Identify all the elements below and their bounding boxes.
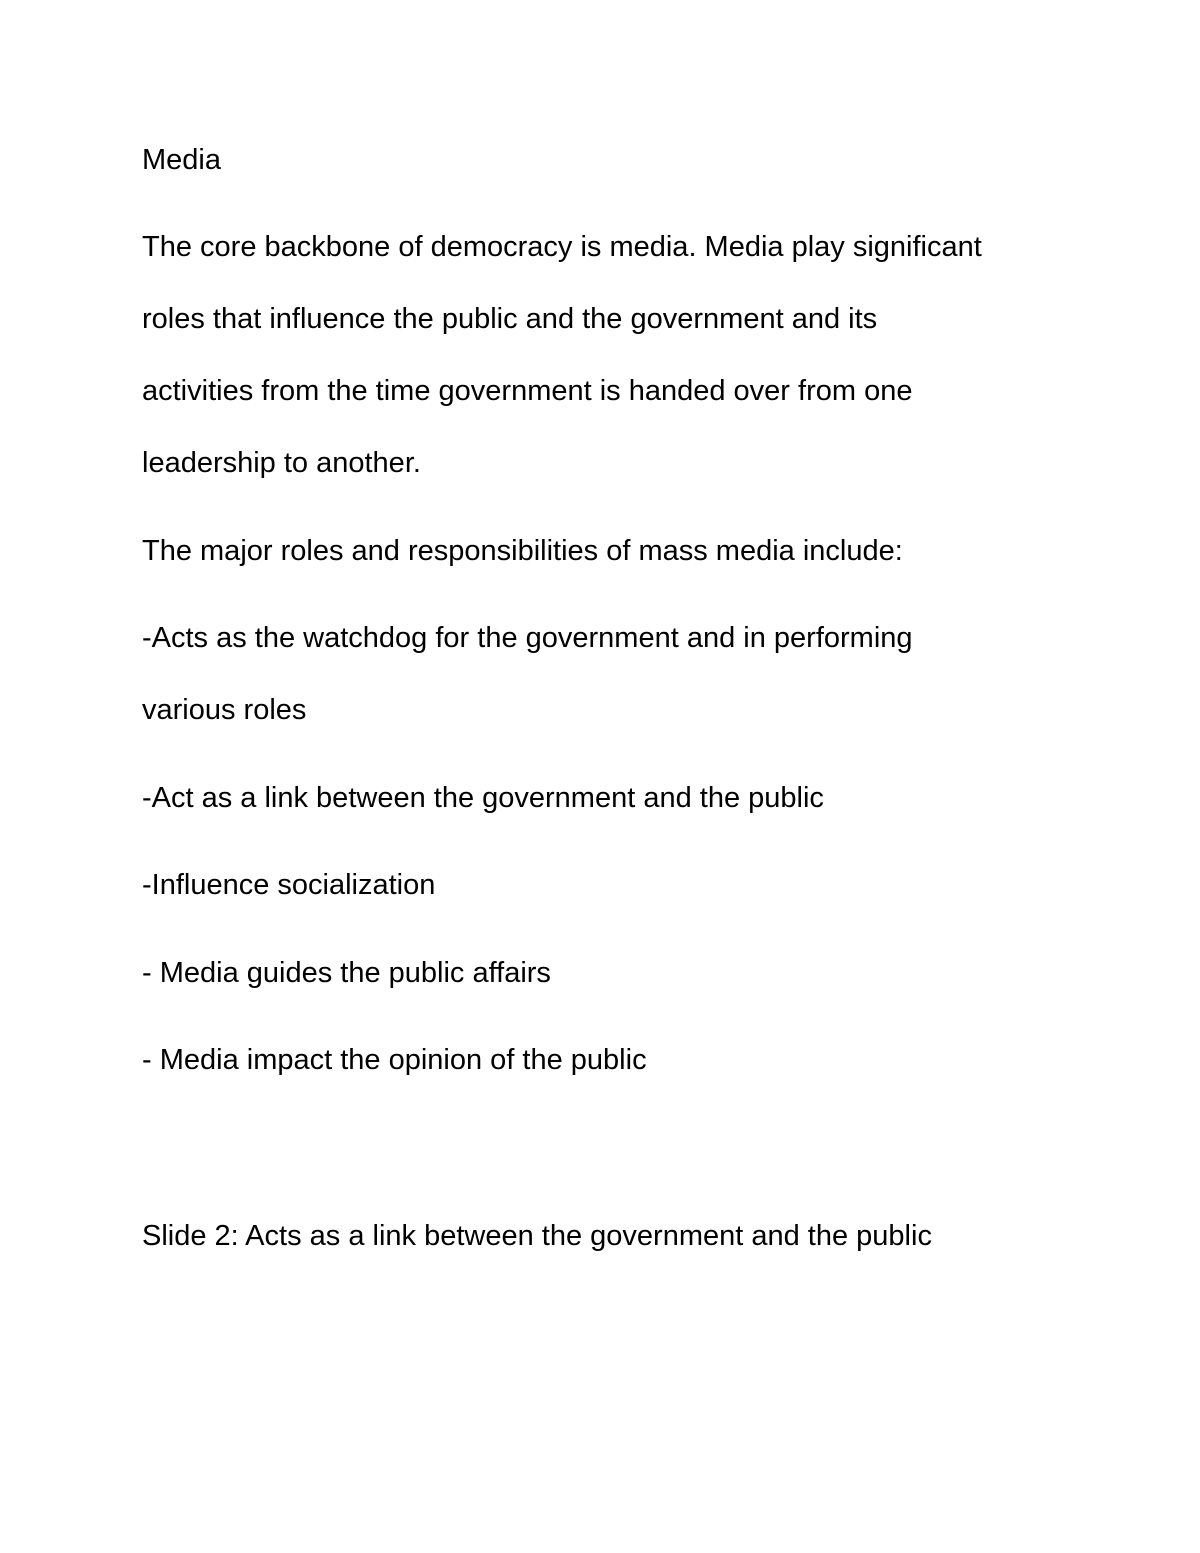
roles-heading: The major roles and responsibilities of mass media include: (142, 535, 903, 567)
intro-line-2: roles that influence the public and the government and its (142, 303, 878, 335)
intro-line-4: leadership to another. (142, 447, 421, 479)
role-item-5: - Media impact the opinion of the public (142, 1044, 647, 1076)
intro-line-1: The core backbone of democracy is media. Media play significant (142, 231, 982, 263)
intro-line-3: activities from the time government is handed over from one (142, 375, 913, 407)
role-item-3: -Influence socialization (142, 869, 436, 901)
role-item-1: -Acts as the watchdog for the government and in performing (142, 622, 913, 654)
document-title: Media (142, 144, 221, 176)
slide-note: Slide 2: Acts as a link between the government and the public (142, 1220, 932, 1252)
role-item-1-continued: various roles (142, 694, 307, 726)
role-item-2: -Act as a link between the government and the public (142, 782, 824, 814)
role-item-4: - Media guides the public affairs (142, 957, 551, 989)
